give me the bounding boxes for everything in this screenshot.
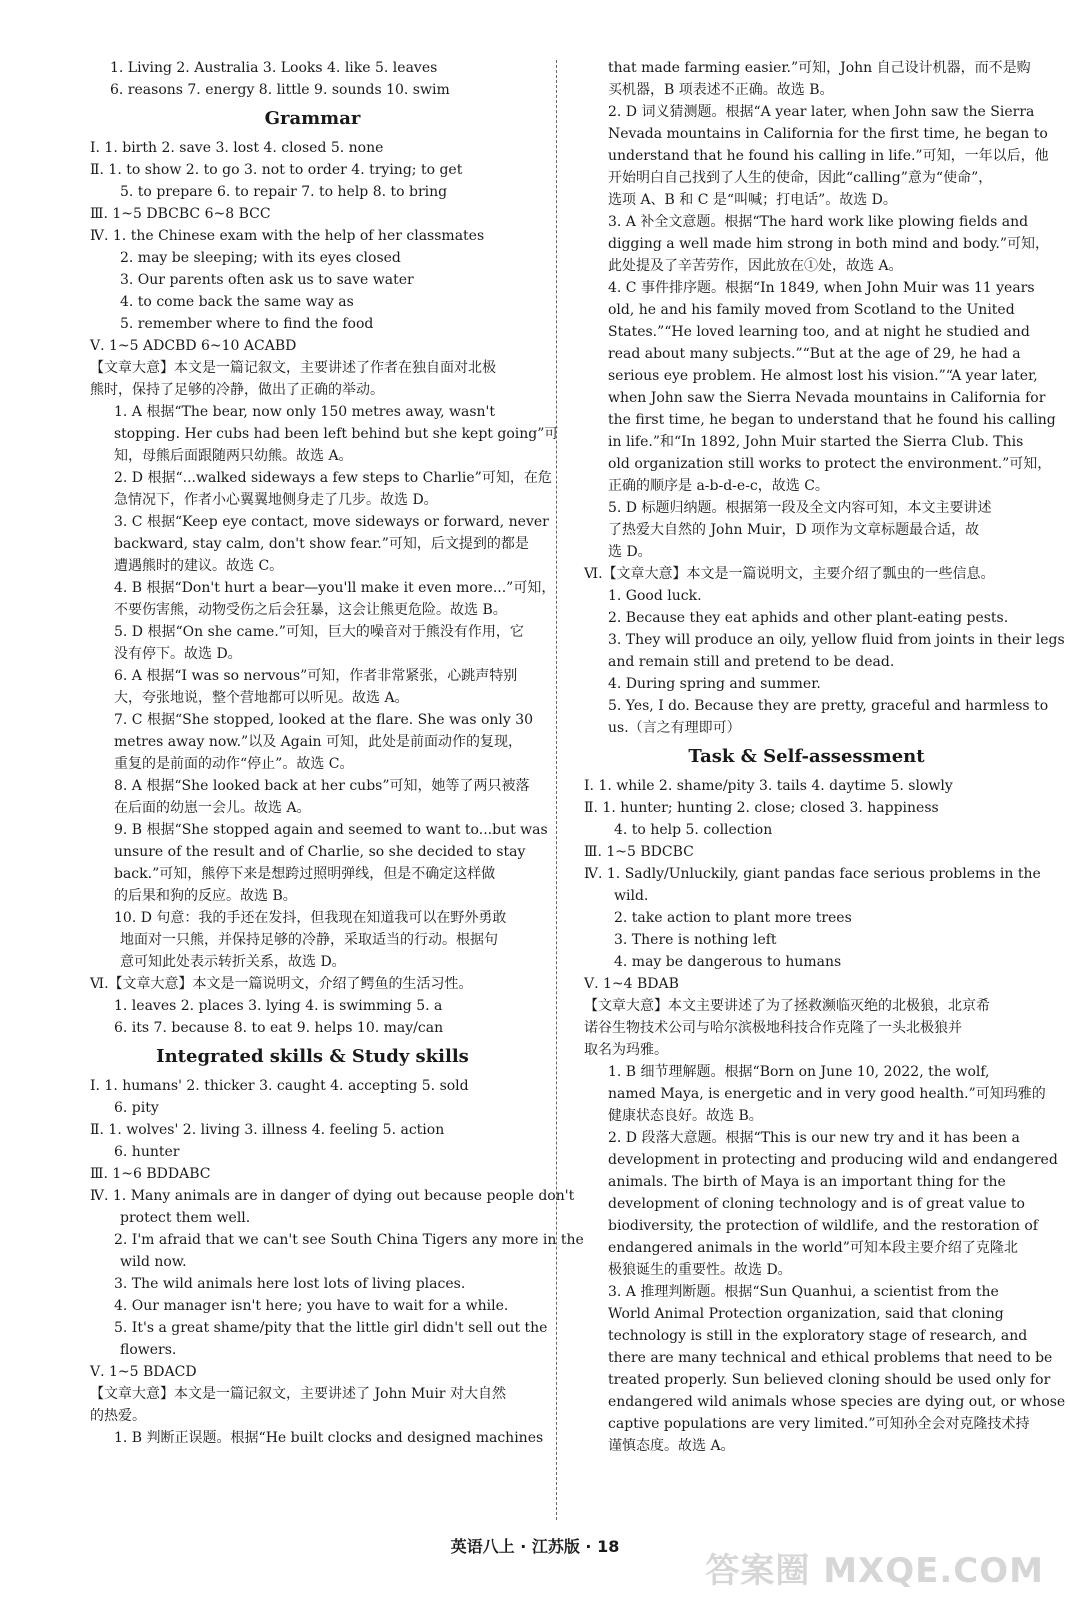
text-line: Ⅰ. 1. birth 2. save 3. lost 4. closed 5. none [90,140,384,156]
text-line: unsure of the result and of Charlie, so she decided to stay [114,844,526,860]
text-line: 1. B 细节理解题。根据“Born on June 10, 2022, the wolf, [608,1064,990,1080]
text-line: Ⅲ. 1~5 BDCBC [584,844,694,860]
text-line: 2. may be sleeping; with its eyes closed [120,250,401,266]
text-line: 3. There is nothing left [614,932,777,948]
text-line: 选 D。 [608,544,652,560]
section-heading-task: Task & Self-assessment [688,746,925,767]
text-line: Ⅱ. 1. wolves' 2. living 3. illness 4. feeling 5. action [90,1122,445,1138]
text-line: 6. A 根据“I was so nervous”可知，作者非常紧张，心跳声特别 [114,668,518,684]
text-line: 5. It's a great shame/pity that the little girl didn't sell out the [114,1320,548,1336]
text-line: back.”可知，熊停下来是想跨过照明弹线，但是不确定这样做 [114,866,496,882]
text-line: biodiversity, the protection of wildlife, and the restoration of [608,1218,1038,1234]
text-line: metres away now.”以及 Again 可知，此处是前面动作的复现， [114,734,523,750]
text-line: animals. The birth of Maya is an important thing for the [608,1174,1006,1190]
text-line: 6. its 7. because 8. to eat 9. helps 10. may/can [114,1020,444,1036]
text-line: 9. B 根据“She stopped again and seemed to want to...but was [114,822,548,838]
text-line: 2. D 根据“...walked sideways a few steps to Charlie”可知，在危 [114,470,552,486]
text-line: 没有停下。故选 D。 [114,646,242,662]
text-line: 遭遇熊时的建议。故选 C。 [114,558,284,574]
text-line: treated properly. Sun believed cloning should be used only for [608,1372,1051,1388]
text-line: old, he and his family moved from Scotland to the United [608,302,1015,318]
text-line: 2. D 词义猜测题。根据“A year later, when John saw the Sierra [608,104,1035,120]
text-line: the first time, he began to understand that he found his calling [608,412,1056,428]
text-line: 3. The wild animals here lost lots of living places. [114,1276,466,1292]
text-line: 10. D 句意：我的手还在发抖，但我现在知道我可以在野外勇敢 [114,910,507,926]
text-line: us.（言之有理即可） [608,720,741,736]
text-line: in life.”和“In 1892, John Muir started the Sierra Club. This [608,434,1024,450]
text-line: 5. D 根据“On she came.”可知，巨大的噪音对于熊没有作用，它 [114,624,524,640]
text-line: protect them well. [120,1210,251,1226]
vocab-answers [90,57,535,101]
text-line: 选项 A、B 和 C 是“叫喊；打电话”。故选 D。 [608,192,897,208]
section-heading-integrated-skills: Integrated skills & Study skills [156,1046,469,1067]
text-line: 1. Living 2. Australia 3. Looks 4. like 5. leaves [110,60,438,76]
text-line: 3. C 根据“Keep eye contact, move sideways or forward, never [114,514,549,530]
text-line: 5. D 标题归纳题。根据第一段及全文内容可知，本文主要讲述 [608,500,992,516]
text-line: endangered animals in the world”可知本段主要介绍了克隆北 [608,1240,1018,1256]
text-line: Ⅴ. 1~5 ADCBD 6~10 ACABD [90,338,297,354]
text-line: old organization still works to protect the environment.”可知， [608,456,1052,472]
text-line: 5. remember where to find the food [120,316,374,332]
text-line: Ⅴ. 1~4 BDAB [584,976,679,992]
text-line: backward, stay calm, don't show fear.”可知，后文提到的都是 [114,536,529,552]
text-line: 2. D 段落大意题。根据“This is our new try and it has been a [608,1130,1020,1146]
text-line: Ⅱ. 1. to show 2. to go 3. not to order 4. trying; to get [90,162,463,178]
text-line: 极狼诞生的重要性。故选 D。 [608,1262,792,1278]
text-line: Ⅳ. 1. Many animals are in danger of dying out because people don't [90,1188,575,1204]
text-line: 不要伤害熊，动物受伤之后会狂暴，这会让熊更危险。故选 B。 [114,602,507,618]
text-line: wild now. [120,1254,187,1270]
text-line: Ⅲ. 1~6 BDDABC [90,1166,211,1182]
text-line: 【文章大意】本文主要讲述了为了拯救濒临灭绝的北极狼，北京希 [584,998,990,1014]
text-line: 4. B 根据“Don't hurt a bear—you'll make it even more...”可知， [114,580,556,596]
text-line: 6. pity [114,1100,159,1116]
text-line: wild. [614,888,649,904]
text-line: Ⅴ. 1~5 BDACD [90,1364,197,1380]
text-line: 急情况下，作者小心翼翼地侧身走了几步。故选 D。 [114,492,438,508]
text-line: flowers. [120,1342,177,1358]
text-line: 谨慎态度。故选 A。 [608,1438,735,1454]
text-line: there are many technical and ethical problems that need to be [608,1350,1053,1366]
text-line: 熊时，保持了足够的冷静，做出了正确的举动。 [90,382,384,398]
text-line: World Animal Protection organization, said that cloning [608,1306,1004,1322]
text-line: 6. hunter [114,1144,180,1160]
text-line: Ⅲ. 1~5 DBCBC 6~8 BCC [90,206,271,222]
right-column [584,57,1066,1457]
text-line: technology is still in the exploratory stage of research, and [608,1328,1028,1344]
text-line: 买机器，B 项表述不正确。故选 B。 [608,82,834,98]
text-line: 6. reasons 7. energy 8. little 9. sounds 10. swim [110,82,450,98]
text-line: 1. B 判断正误题。根据“He built clocks and designed machines [114,1430,544,1446]
text-line: 4. During spring and summer. [608,676,821,692]
column-divider [556,60,557,1520]
text-line: digging a well made him strong in both mind and body.”可知， [608,236,1050,252]
text-line: 【文章大意】本文是一篇记叙文，主要讲述了 John Muir 对大自然 [90,1386,506,1402]
text-line: 【文章大意】本文是一篇记叙文，主要讲述了作者在独自面对北极 [90,360,496,376]
text-line: 的热爱。 [90,1408,146,1424]
text-line: named Maya, is energetic and in very good health.”可知玛雅的 [608,1086,1046,1102]
text-line: development in protecting and producing wild and endangered [608,1152,1058,1168]
text-line: Ⅰ. 1. humans' 2. thicker 3. caught 4. accepting 5. sold [90,1078,469,1094]
text-line: 开始明白自己找到了人生的使命，因此“calling”意为“使命”， [608,170,993,186]
section-heading-grammar: Grammar [264,108,361,129]
text-line: read about many subjects.”“But at the age of 29, he had a [608,346,1021,362]
text-line: 大，夸张地说，整个营地都可以听见。故选 A。 [114,690,409,706]
text-line: 健康状态良好。故选 B。 [608,1108,763,1124]
text-line: 7. C 根据“She stopped, looked at the flare. She was only 30 [114,712,534,728]
text-line: 正确的顺序是 a-b-d-e-c，故选 C。 [608,478,829,494]
text-line: Ⅳ. 1. the Chinese exam with the help of her classmates [90,228,485,244]
integrated-skills-answers-cont [584,57,1065,739]
text-line: Ⅵ.【文章大意】本文是一篇说明文，介绍了鳄鱼的生活习性。 [90,976,473,992]
text-line: 1. leaves 2. places 3. lying 4. is swimming 5. a [114,998,443,1014]
text-line: Ⅵ.【文章大意】本文是一篇说明文，主要介绍了瓢虫的一些信息。 [584,566,995,582]
text-line: 重复的是前面的动作“停止”。故选 C。 [114,756,354,772]
text-line: 3. Our parents often ask us to save water [120,272,414,288]
text-line: States.”“He loved learning too, and at night he studied and [608,324,1030,340]
text-line: 2. take action to plant more trees [614,910,852,926]
text-line: that made farming easier.”可知，John 自己设计机器，而不是购 [608,60,1031,76]
watermark-logo: 答案圈 MXQE.COM [705,1551,1044,1591]
text-line: 4. Our manager isn't here; you have to wait for a while. [114,1298,509,1314]
text-line: 知，母熊后面跟随两只幼熊。故选 A。 [114,448,353,464]
text-line: 1. A 根据“The bear, now only 150 metres away, wasn't [114,404,496,420]
left-column [90,57,584,1449]
text-line: 此处提及了辛苦劳作，因此放在①处，故选 A。 [608,258,903,274]
text-line: 3. A 补全文意题。根据“The hard work like plowing fields and [608,214,1029,230]
page-footer: 英语八上 · 江苏版 · 18 [450,1537,620,1556]
task-answers [584,775,1066,1457]
text-line: stopping. Her cubs had been left behind but she kept going”可 [114,426,559,442]
text-line: 1. Good luck. [608,588,702,604]
text-line: understand that he found his calling in life.”可知，一年以后，他 [608,148,1049,164]
text-line: 意可知此处表示转折关系，故选 D。 [120,954,346,970]
text-line: development of cloning technology and is of great value to [608,1196,1025,1212]
text-line: 4. to help 5. collection [614,822,773,838]
text-line: 地面对一只熊，并保持足够的冷静，采取适当的行动。根据句 [120,932,498,948]
text-line: endangered wild animals whose species are dying out, or whose [608,1394,1066,1410]
text-line: 取名为玛雅。 [584,1042,668,1058]
text-line: 的后果和狗的反应。故选 B。 [114,888,297,904]
text-line: serious eye problem. He almost lost his vision.”“A year later, [608,368,1038,384]
text-line: Ⅰ. 1. while 2. shame/pity 3. tails 4. daytime 5. slowly [584,778,953,794]
text-line: 5. to prepare 6. to repair 7. to help 8. to bring [120,184,448,200]
text-line: 3. A 推理判断题。根据“Sun Quanhui, a scientist from the [608,1284,999,1300]
text-line: 4. to come back the same way as [120,294,354,310]
text-line: 4. may be dangerous to humans [614,954,842,970]
text-line: 诺谷生物技术公司与哈尔滨极地科技合作克隆了一头北极狼并 [584,1020,962,1036]
text-line: 2. Because they eat aphids and other plant-eating pests. [608,610,1009,626]
text-line: Ⅱ. 1. hunter; hunting 2. close; closed 3. happiness [584,800,939,816]
grammar-answers [90,137,559,1039]
text-line: 2. I'm afraid that we can't see South China Tigers any more in the [114,1232,584,1248]
text-line: and remain still and pretend to be dead. [608,654,895,670]
text-line: 了热爱大自然的 John Muir，D 项作为文章标题最合适，故 [608,522,980,538]
text-line: Ⅳ. 1. Sadly/Unluckily, giant pandas face serious problems in the [584,866,1041,882]
text-line: 5. Yes, I do. Because they are pretty, graceful and harmless to [608,698,1049,714]
text-line: 4. C 事件排序题。根据“In 1849, when John Muir was 11 years [608,280,1035,296]
text-line: 8. A 根据“She looked back at her cubs”可知，她等了两只被落 [114,778,530,794]
text-line: 在后面的幼崽一会儿。故选 A。 [114,800,311,816]
integrated-skills-answers [90,1075,584,1449]
text-line: Nevada mountains in California for the first time, he began to [608,126,1048,142]
text-line: 3. They will produce an oily, yellow fluid from joints in their legs [608,632,1065,648]
text-line: when John saw the Sierra Nevada mountains in California for [608,390,1046,406]
text-line: captive populations are very limited.”可知孙全会对克隆技术持 [608,1416,1030,1432]
